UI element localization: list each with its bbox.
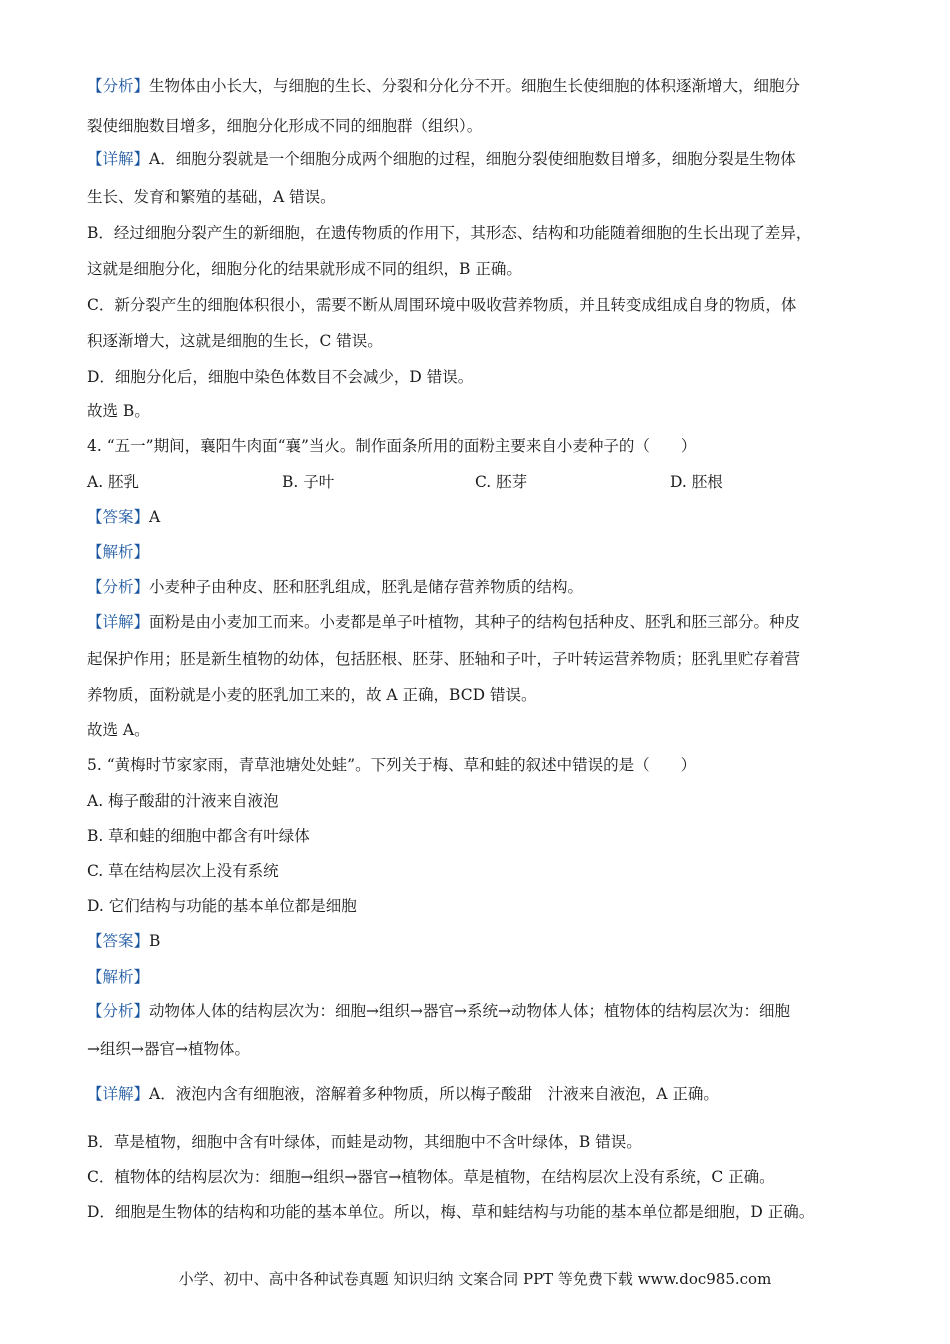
option-d: D. 它们结构与功能的基本单位都是细胞: [87, 897, 357, 915]
jiexi-tag: 【解析】: [87, 543, 150, 561]
option-b: B. 子叶: [282, 473, 335, 491]
answer-line: 【答案】B: [87, 932, 161, 950]
section-tag: 【答案】: [87, 508, 150, 526]
section-tag: 【分析】: [87, 578, 150, 596]
analysis-line: →组织→器官→植物体。: [87, 1040, 250, 1058]
detail-line: 【详解】A．液泡内含有细胞液，溶解着多种物质，所以梅子酸甜 汁液来自液泡，A 正确。: [87, 1085, 719, 1103]
detail-line: D．细胞分化后，细胞中染色体数目不会减少，D 错误。: [87, 368, 474, 386]
detail-line: B．草是植物，细胞中含有叶绿体，而蛙是动物，其细胞中不含叶绿体，B 错误。: [87, 1133, 642, 1151]
detail-line: B．经过细胞分裂产生的新细胞，在遗传物质的作用下，其形态、结构和功能随着细胞的生长出现了差异，: [87, 224, 812, 242]
section-tag: 【详解】: [87, 613, 150, 631]
page-footer: 小学、初中、高中各种试卷真题 知识归纳 文案合同 PPT 等免费下载 www.doc985.com: [178, 1270, 772, 1288]
question-4: 4. “五一”期间，襄阳牛肉面“襄”当火。制作面条所用的面粉主要来自小麦种子的（ ）: [87, 437, 697, 455]
detail-line: C．植物体的结构层次为：细胞→组织→器官→植物体。草是植物，在结构层次上没有系统，C 正确。: [87, 1168, 775, 1186]
detail-line: 这就是细胞分化，细胞分化的结果就形成不同的组织，B 正确。: [87, 260, 522, 278]
analysis-line: 裂使细胞数目增多，细胞分化形成不同的细胞群（组织）。: [87, 117, 483, 135]
detail-line: 【详解】A．细胞分裂就是一个细胞分成两个细胞的过程，细胞分裂使细胞数目增多，细胞分裂是生物体: [87, 150, 796, 168]
analysis-line: 【分析】生物体由小长大，与细胞的生长、分裂和分化分不开。细胞生长使细胞的体积逐渐增大，细胞分: [87, 77, 801, 95]
option-a: A. 梅子酸甜的汁液来自液泡: [87, 792, 279, 810]
analysis-line: 【分析】动物体人体的结构层次为：细胞→组织→器官→系统→动物体人体；植物体的结构层次为：细胞: [87, 1002, 790, 1020]
select-line: 故选 A。: [87, 721, 150, 739]
jiexi-tag: 【解析】: [87, 968, 150, 986]
section-tag: 【答案】: [87, 932, 150, 950]
section-tag: 【分析】: [87, 1002, 150, 1020]
analysis-line: 【分析】小麦种子由种皮、胚和胚乳组成，胚乳是储存营养物质的结构。: [87, 578, 584, 596]
answer-line: 【答案】A: [87, 508, 161, 526]
detail-line: 养物质，面粉就是小麦的胚乳加工来的，故 A 正确，BCD 错误。: [87, 686, 537, 704]
question-5: 5. “黄梅时节家家雨，青草池塘处处蛙”。下列关于梅、草和蛙的叙述中错误的是（ ）: [87, 756, 697, 774]
option-b: B. 草和蛙的细胞中都含有叶绿体: [87, 827, 310, 845]
option-d: D. 胚根: [670, 473, 723, 491]
detail-line: 起保护作用；胚是新生植物的幼体，包括胚根、胚芽、胚轴和子叶，子叶转运营养物质；胚乳里贮存着营: [87, 650, 801, 668]
detail-line: 【详解】面粉是由小麦加工而来。小麦都是单子叶植物，其种子的结构包括种皮、胚乳和胚三部分。种皮: [87, 613, 801, 631]
section-tag: 【详解】: [87, 150, 150, 168]
detail-line: C．新分裂产生的细胞体积很小，需要不断从周围环境中吸收营养物质，并且转变成组成自身的物质，体: [87, 296, 797, 314]
option-c: C. 草在结构层次上没有系统: [87, 862, 279, 880]
section-tag: 【分析】: [87, 77, 150, 95]
detail-line: D．细胞是生物体的结构和功能的基本单位。所以，梅、草和蛙结构与功能的基本单位都是细胞，D 正确。: [87, 1203, 815, 1221]
option-a: A. 胚乳: [87, 473, 140, 491]
detail-line: 生长、发育和繁殖的基础，A 错误。: [87, 188, 336, 206]
option-c: C. 胚芽: [475, 473, 528, 491]
section-tag: 【详解】: [87, 1085, 150, 1103]
detail-line: 积逐渐增大，这就是细胞的生长，C 错误。: [87, 332, 383, 350]
select-line: 故选 B。: [87, 402, 150, 420]
